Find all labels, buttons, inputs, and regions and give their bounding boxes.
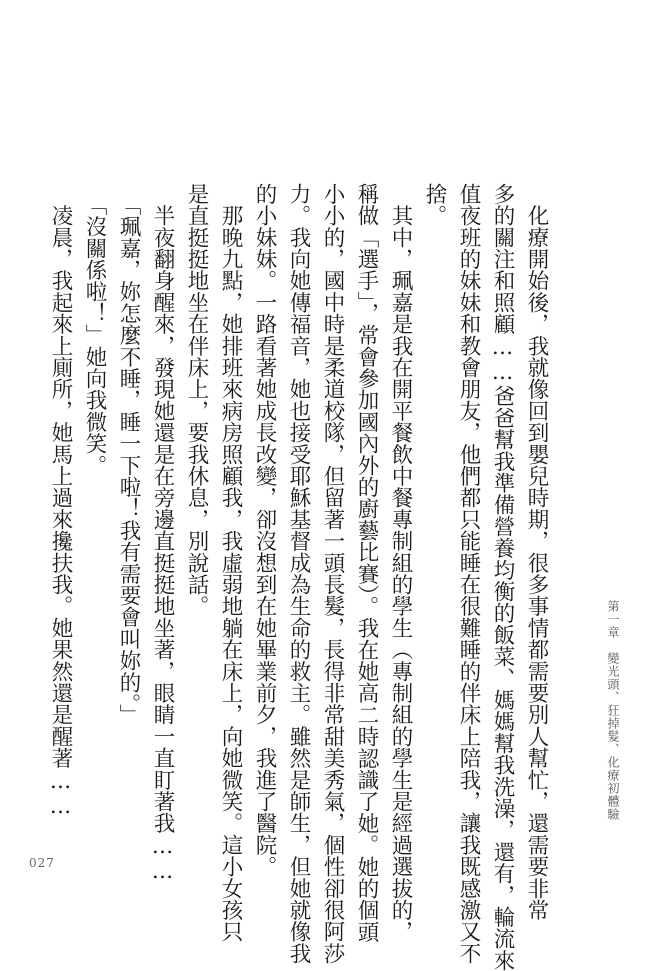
page-number: 027: [29, 856, 55, 870]
text-line-9: 的小妹妹。一路看著她成長改變，卻沒想到在她畢業前夕，我進了醫院。: [252, 183, 277, 878]
text-line-14: 「沒關係啦！」她向我微笑。: [82, 183, 107, 477]
text-line-12: 半夜翻身醒來，發現她還是在旁邊直挺挺地坐著，眼睛一直盯著我……: [150, 183, 175, 885]
text-line-10: 那晚九點，她排班來病房照顧我，我虛弱地躺在床上，向她微笑。這小女孩只: [218, 183, 243, 943]
running-head: 第一章 變光頭、狂掉髮、化療初體驗: [606, 600, 620, 821]
text-line-8: 力。我向她傳福音，她也接受耶穌基督成為生命的救主。雖然是師生，但她就像我: [286, 183, 311, 965]
text-line-4: 捨。: [422, 183, 447, 227]
text-line-2: 多的關注和照顧……爸爸幫我準備營養均衡的飯菜、媽媽幫我洗澡，還有，輪流來: [490, 183, 515, 971]
text-line-6: 稱做「選手」，常會參加國內外的廚藝比賽）。我在她高二時認識了她。她的個頭: [354, 183, 379, 943]
text-line-11: 是直挺挺地坐在伴床上，要我休息，別說話。: [184, 183, 209, 617]
text-line-5: 其中，珮嘉是我在開平餐飲中餐專制組的學生（專制組的學生是經過選拔的，: [388, 183, 413, 943]
text-line-13: 「珮嘉，妳怎麼不睡，睡一下啦！我有需要會叫妳的。」: [116, 183, 141, 726]
text-line-7: 小小的，國中時是柔道校隊，但留著一頭長髮，長得非常甜美秀氣，個性卻很阿莎: [320, 183, 345, 965]
text-line-3: 值夜班的妹妹和教會朋友，他們都只能睡在很難睡的伴床上陪我，讓我既感激又不: [456, 183, 481, 965]
text-line-15: 凌晨，我起來上廁所，她馬上過來攙扶我。她果然還是醒著……: [48, 183, 73, 820]
text-line-1: 化療開始後，我就像回到嬰兒時期，很多事情都需要別人幫忙，還需要非常: [524, 183, 549, 921]
